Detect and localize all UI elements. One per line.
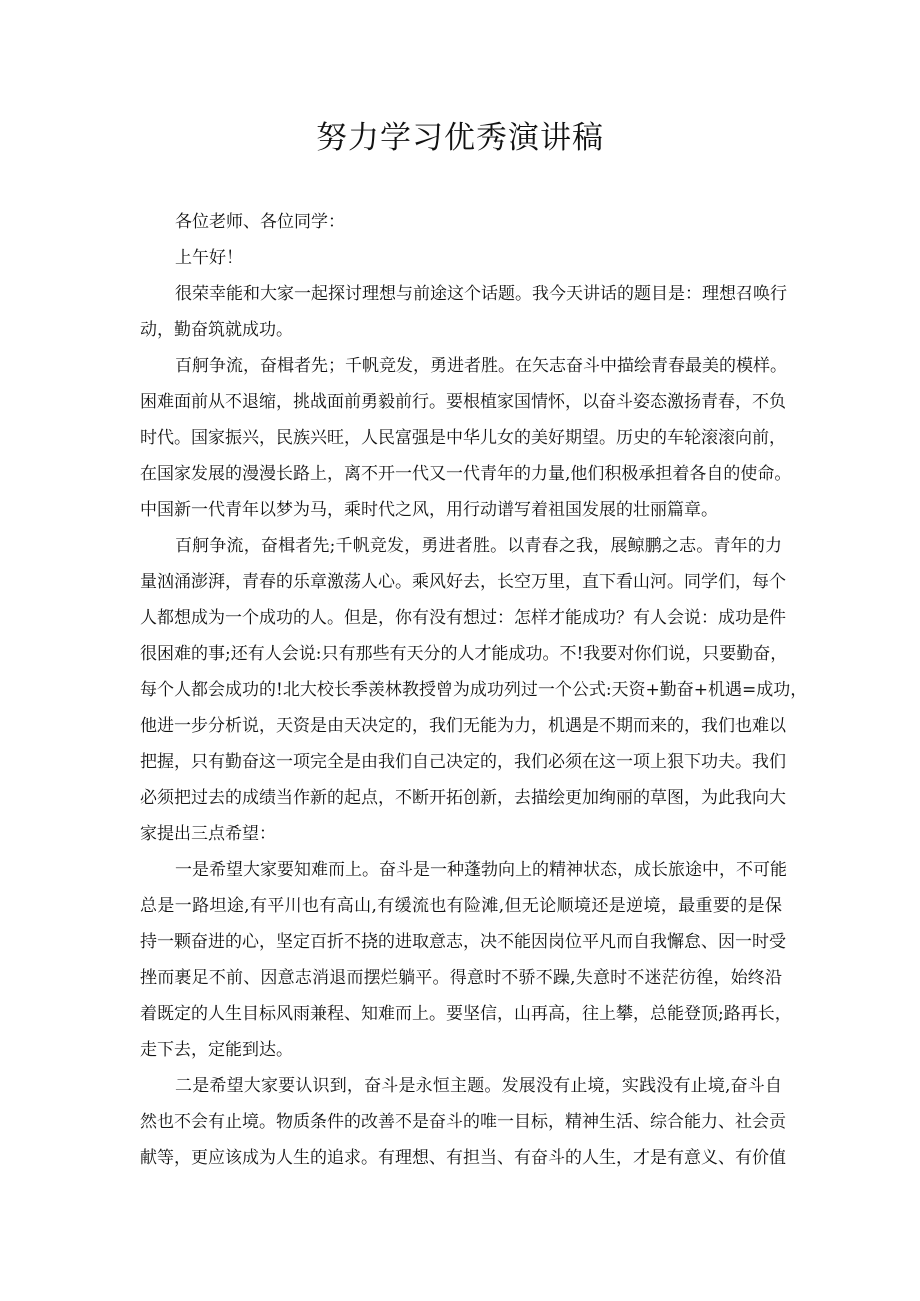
- text-line: 百舸争流，奋楫者先；千帆竞发，勇进者胜。在矢志奋斗中描绘青春最美的模样。: [175, 356, 787, 376]
- text-line: 着既定的人生目标风雨兼程、知难而上。要坚信，山再高，往上攀，总能登顶;路再长，: [140, 1004, 792, 1024]
- text-line: 困难面前从不退缩，挑战面前勇毅前行。要根植家国情怀，以奋斗姿态激扬青春，不负: [140, 392, 786, 412]
- text-line: 百舸争流，奋楫者先;千帆竞发，勇进者胜。以青春之我，展鲸鹏之志。青年的力: [175, 536, 782, 556]
- text-line: 很困难的事;还有人会说:只有那些有天分的人才能成功。不!我要对你们说，只要勤奋，: [140, 644, 788, 664]
- text-line: 把握，只有勤奋这一项完全是由我们自己决定的，我们必须在这一项上狠下功夫。我们: [140, 752, 786, 772]
- document-body: [140, 204, 808, 1176]
- text-line: 每个人都会成功的!北大校长季羡林教授曾为成功列过一个公式:天资+勤奋+机遇=成功，: [140, 680, 808, 700]
- text-line: 上午好！: [175, 248, 243, 268]
- text-line: 一是希望大家要知难而上。奋斗是一种蓬勃向上的精神状态，成长旅途中，不可能: [175, 860, 787, 880]
- paragraph: [140, 240, 782, 276]
- text-line: 必须把过去的成绩当作新的起点，不断开拓创新，去描绘更加绚丽的草图，为此我向大: [140, 788, 786, 808]
- text-line: 然也不会有止境。物质条件的改善不是奋斗的唯一目标，精神生活、综合能力、社会贡: [140, 1112, 786, 1132]
- paragraph: [140, 1068, 786, 1176]
- paragraph: [140, 852, 792, 1068]
- text-line: 走下去，定能到达。: [140, 1040, 293, 1060]
- paragraph: [140, 348, 792, 528]
- text-line: 时代。国家振兴，民族兴旺，人民富强是中华儿女的美好期望。历史的车轮滚滚向前，: [140, 428, 786, 448]
- text-line: 总是一路坦途,有平川也有高山,有缓流也有险滩,但无论顺境还是逆境，最重要的是保: [140, 896, 782, 916]
- text-line: 他进一步分析说，天资是由天决定的，我们无能为力，机遇是不期而来的，我们也难以: [140, 716, 786, 736]
- text-line: 很荣幸能和大家一起探讨理想与前途这个话题。我今天讲话的题目是：理想召唤行: [175, 284, 787, 304]
- text-line: 各位老师、各位同学：: [175, 212, 345, 232]
- document-title: 努力学习优秀演讲稿: [316, 120, 604, 156]
- paragraph: [140, 528, 808, 852]
- text-line: 动，勤奋筑就成功。: [140, 320, 293, 340]
- paragraph: [140, 204, 782, 240]
- text-line: 在国家发展的漫漫长路上，离不开一代又一代青年的力量,他们积极承担着各自的使命。: [140, 464, 792, 484]
- text-line: 家提出三点希望：: [140, 824, 276, 844]
- text-line: 中国新一代青年以梦为马，乘时代之风，用行动谱写着祖国发展的壮丽篇章。: [140, 500, 718, 520]
- text-line: 献等，更应该成为人生的追求。有理想、有担当、有奋斗的人生，才是有意义、有价值: [140, 1148, 786, 1168]
- text-line: 二是希望大家要认识到，奋斗是永恒主题。发展没有止境，实践没有止境,奋斗自: [175, 1076, 782, 1096]
- text-line: 持一颗奋进的心，坚定百折不挠的进取意志，决不能因岗位平凡而自我懈怠、因一时受: [140, 932, 786, 952]
- text-line: 量汹涌澎湃，青春的乐章激荡人心。乘风好去，长空万里，直下看山河。同学们，每个: [140, 572, 786, 592]
- text-line: 挫而裹足不前、因意志消退而摆烂躺平。得意时不骄不躁,失意时不迷茫彷徨，始终沿: [140, 968, 782, 988]
- paragraph: [140, 276, 787, 348]
- text-line: 人都想成为一个成功的人。但是，你有没有想过：怎样才能成功？有人会说：成功是件: [140, 608, 786, 628]
